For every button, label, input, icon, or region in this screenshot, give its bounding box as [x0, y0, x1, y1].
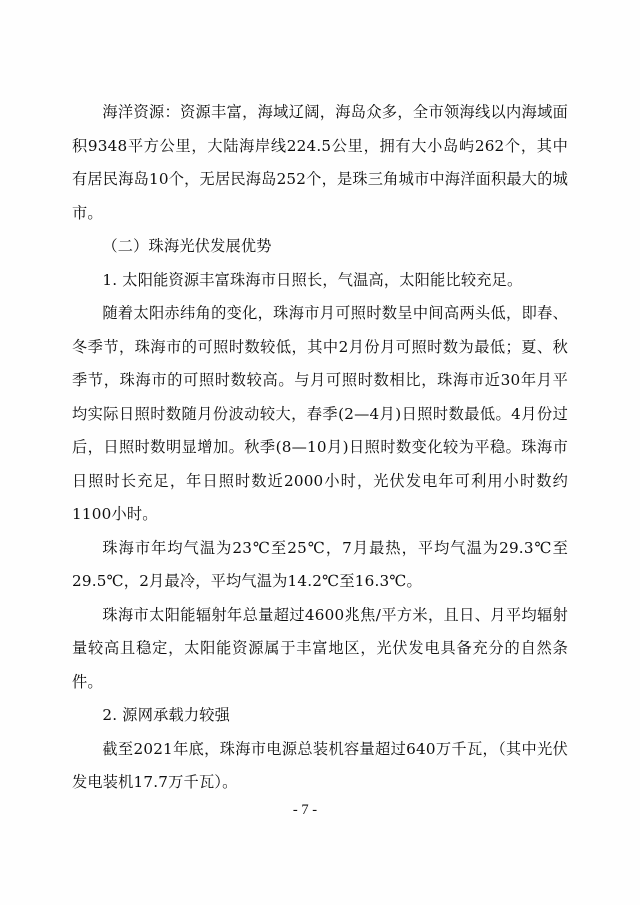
paragraph: 2. 源网承载力较强 — [102, 706, 231, 724]
page-number: - 7 - — [292, 802, 318, 818]
paragraph: 截至2021年底，珠海市电源总装机容量超过640万千瓦，（其中光伏发电装机17.7万千瓦）。 — [72, 739, 568, 791]
paragraph: 1. 太阳能资源丰富珠海市日照长，气温高，太阳能比较充足。 — [102, 270, 523, 289]
paragraph: （二）珠海光伏发展优势 — [102, 237, 272, 255]
paragraph: 海洋资源：资源丰富，海域辽阔，海岛众多，全市领海线以内海域面积9348平方公里，大陆海岸线224.5公里，拥有大小岛屿262个，其中有居民海岛10个，无居民海岛252个，是珠三角城市中海洋面积最大的城市。 — [72, 103, 568, 222]
paragraph: 珠海市太阳能辐射年总量超过4600兆焦/平方米，且日、月平均辐射量较高且稳定，太阳能资源属于丰富地区，光伏发电具备充分的自然条件。 — [72, 605, 568, 691]
document-body — [72, 96, 568, 800]
paragraph: 随着太阳赤纬角的变化，珠海市月可照时数呈中间高两头低，即春、冬季节，珠海市的可照时数较低，其中2月份月可照时数为最低；夏、秋季节，珠海市的可照时数较高。与月可照时数相比，珠海市近30年月平均实际日照时数随月份波动较大，春季(2—4月)日照时数最低。4月份过后，日照时数明显增加。秋季(8—10月)日照时数变化较为平稳。珠海市日照时长充足，年日照时数近2000小时，光伏发电年可利用小时数约1100小时。 — [72, 304, 568, 523]
paragraph: 珠海市年均气温为23℃至25℃，7月最热，平均气温为29.3℃至29.5℃，2月最冷，平均气温为14.2℃至16.3℃。 — [72, 538, 568, 590]
